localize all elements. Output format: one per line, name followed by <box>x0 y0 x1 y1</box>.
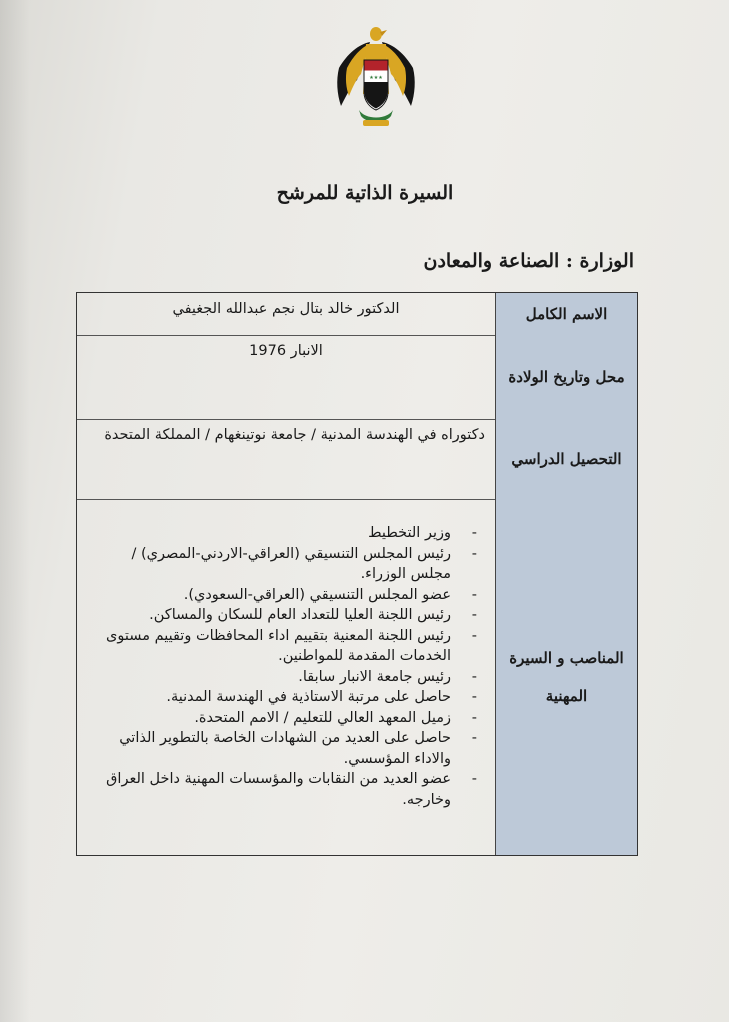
cv-table <box>76 292 638 856</box>
svg-text:★★★: ★★★ <box>369 75 383 81</box>
coat-of-arms-icon <box>333 24 419 132</box>
table-row-full-name <box>77 293 637 336</box>
value-education: دكتوراه في الهندسة المدنية / جامعة نوتينغهام / المملكة المتحدة <box>104 427 485 443</box>
list-item: - وزير التخطيط <box>87 523 451 544</box>
value-positions <box>77 499 495 855</box>
list-item: - رئيس اللجنة العليا للتعداد العام للسكان والمساكن. <box>87 605 451 626</box>
list-item: - عضو المجلس التنسيقي (العراقي-السعودي). <box>87 585 451 606</box>
label-full-name: الاسم الكامل <box>495 293 637 335</box>
table-row-birth <box>77 335 637 420</box>
table-row-positions <box>77 499 637 855</box>
list-item: - حاصل على مرتبة الاستاذية في الهندسة المدنية. <box>87 687 451 708</box>
label-positions: المناصب و السيرة المهنية <box>495 499 637 855</box>
value-birth: الانبار 1976 <box>249 343 323 359</box>
value-full-name: الدكتور خالد بتال نجم عبدالله الجغيفي <box>172 301 400 317</box>
list-item: - رئيس اللجنة المعنية بتقييم اداء المحافظات وتقييم مستوى الخدمات المقدمة للمواطنين. <box>87 626 451 667</box>
page-edge-shadow <box>0 0 30 1022</box>
label-education: التحصيل الدراسي <box>495 419 637 499</box>
table-row-education <box>77 419 637 500</box>
list-item: - زميل المعهد العالي للتعليم / الامم المتحدة. <box>87 708 451 729</box>
positions-list <box>87 523 485 810</box>
page-title: السيرة الذاتية للمرشح <box>276 182 454 204</box>
list-item: - رئيس المجلس التنسيقي (العراقي-الاردني-المصري) / مجلس الوزراء. <box>87 544 451 585</box>
list-item: - عضو العديد من النقابات والمؤسسات المهنية داخل العراق وخارجه. <box>87 769 451 810</box>
label-birth: محل وتاريخ الولادة <box>495 335 637 419</box>
ministry-heading: الوزارة : الصناعة والمعادن <box>423 250 634 272</box>
list-item: - رئيس جامعة الانبار سابقا. <box>87 667 451 688</box>
list-item: - حاصل على العديد من الشهادات الخاصة بالتطوير الذاتي والاداء المؤسسي. <box>87 728 451 769</box>
